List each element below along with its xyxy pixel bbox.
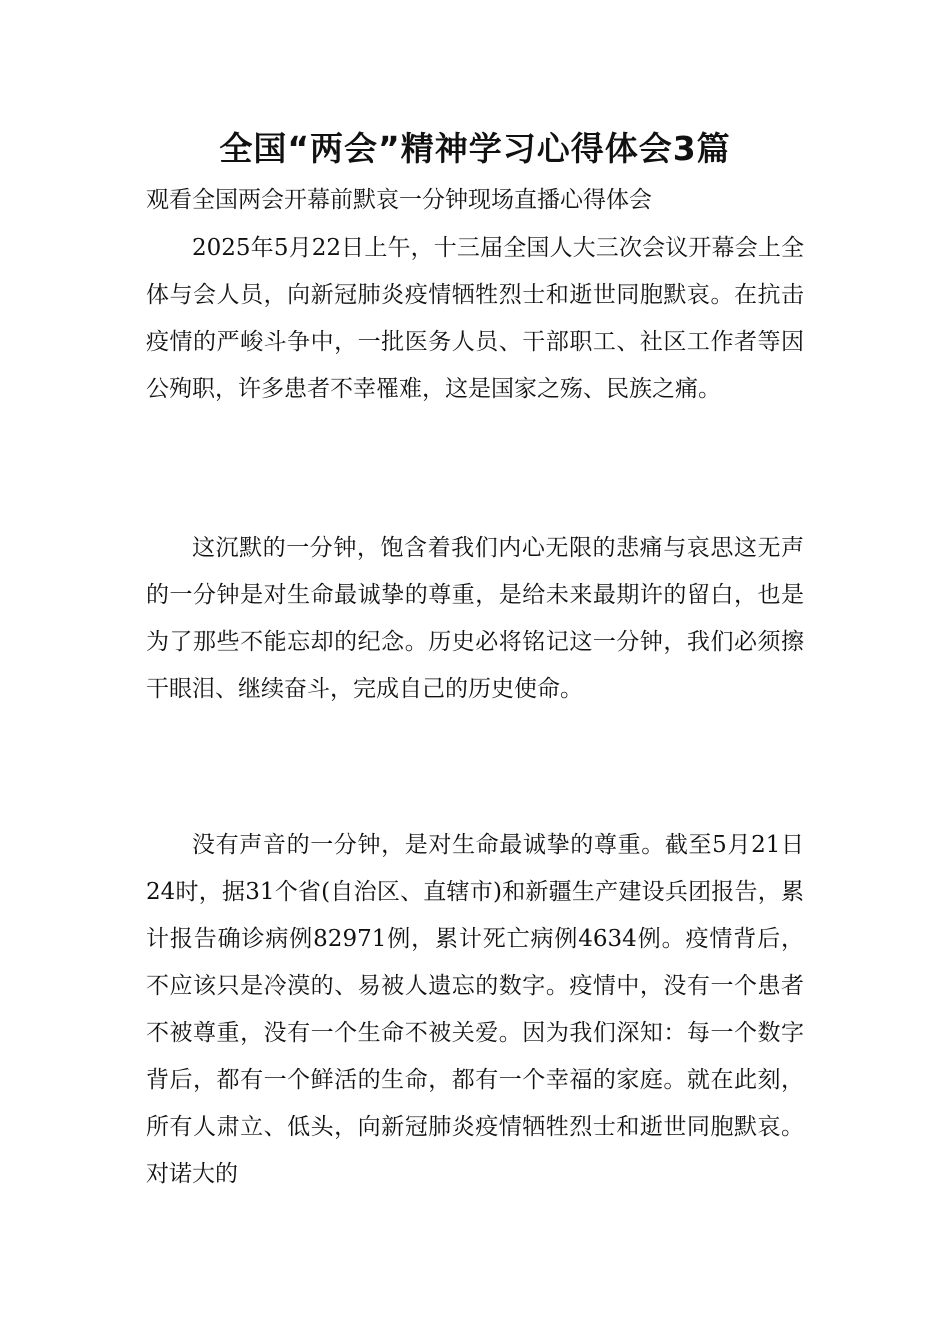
paragraph-1: 2025年5月22日上午，十三届全国人大三次会议开幕会上全体与会人员，向新冠肺炎疫情牺牲烈士和逝世同胞默哀。在抗击疫情的严峻斗争中，一批医务人员、干部职工、社区工作者等因公殉职，许多患者不幸罹难，这是国家之殇、民族之痛。 — [146, 235, 804, 402]
paragraph-2: 这沉默的一分钟，饱含着我们内心无限的悲痛与哀思这无声的一分钟是对生命最诚挚的尊重，是给未来最期许的留白，也是为了那些不能忘却的纪念。历史必将铭记这一分钟，我们必须擦干眼泪、继续奋斗，完成自己的历史使命。 — [146, 535, 804, 702]
document-title: 全国“两会”精神学习心得体会3篇 — [219, 129, 731, 168]
paragraph-3: 没有声音的一分钟，是对生命最诚挚的尊重。截至5月21日24时，据31个省(自治区、直辖市)和新疆生产建设兵团报告，累计报告确诊病例82971例，累计死亡病例4634例。疫情背后，不应该只是冷漠的、易被人遗忘的数字。疫情中，没有一个患者不被尊重，没有一个生命不被关爱。因为我们深知：每一个数字背后，都有一个鲜活的生命，都有一个幸福的家庭。就在此刻，所有人肃立、低头，向新冠肺炎疫情牺牲烈士和逝世同胞默哀。对诺大的 — [146, 832, 804, 1187]
document-subtitle: 观看全国两会开幕前默哀一分钟现场直播心得体会 — [146, 187, 652, 213]
